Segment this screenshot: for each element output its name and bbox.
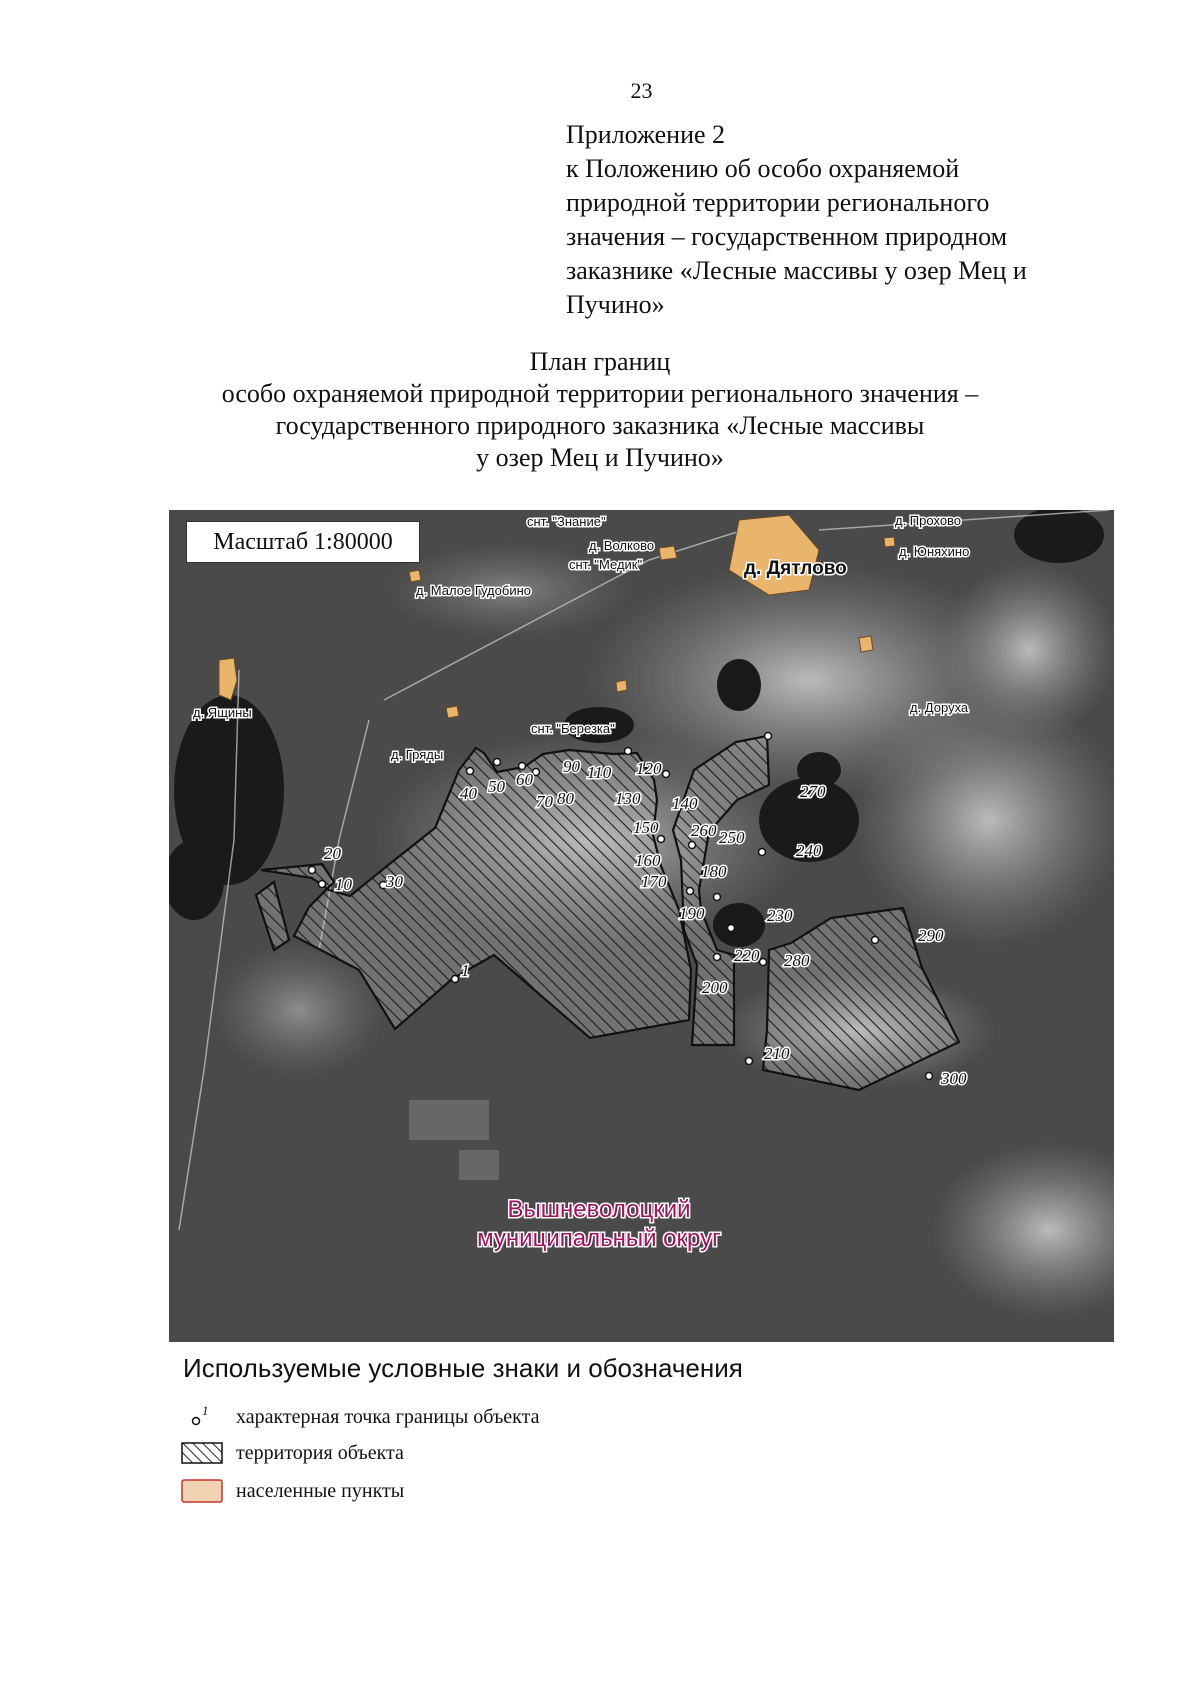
label-dyatlovo: д. Дятлово	[744, 558, 847, 579]
label-volkovo: д. Волково	[589, 538, 655, 553]
label-medik: снт. "Медик"	[569, 557, 643, 572]
label-yunyakhino: д. Юняхино	[899, 544, 970, 559]
appendix-line: к Положению об особо охраняемой	[566, 154, 960, 183]
point-label-290: 290	[918, 926, 944, 945]
point-label-120: 120	[636, 759, 662, 778]
point-label-250: 250	[719, 828, 745, 847]
point-label-180: 180	[701, 862, 727, 881]
point-label-60: 60	[516, 770, 533, 789]
boundary-point-60	[519, 763, 526, 770]
plan-title	[0, 346, 1200, 474]
legend-settlements-label: населенные пункты	[236, 1479, 405, 1502]
point-label-110: 110	[587, 763, 612, 782]
plan-title-line: государственного природного заказника «Лесные массивы	[275, 411, 925, 440]
settlement-doruha	[859, 636, 873, 652]
boundary-point-20	[309, 867, 316, 874]
point-label-160: 160	[635, 851, 661, 870]
point-label-260: 260	[691, 821, 717, 840]
point-label-80: 80	[557, 789, 574, 808]
boundary-point-120	[625, 748, 632, 755]
legend-title: Используемые условные знаки и обозначения	[183, 1353, 743, 1383]
map-scale-box: Масштаб 1:80000	[186, 521, 420, 563]
boundary-point-300	[926, 1073, 933, 1080]
legend-row-territory	[180, 1440, 404, 1466]
label-znanie: снт. "Знание"	[527, 514, 606, 529]
appendix-line: Пучино»	[566, 290, 665, 319]
boundary-point-190	[687, 888, 694, 895]
boundary-point-10	[319, 881, 326, 888]
point-label-70: 70	[536, 792, 553, 811]
settlement-berezka	[616, 680, 627, 692]
label-maloe-gudobino: д. Малое Гудобино	[416, 583, 531, 598]
boundary-point-symbol-icon	[180, 1404, 224, 1430]
boundary-point-140	[663, 771, 670, 778]
point-label-30: 30	[386, 872, 403, 891]
boundary-point-230	[714, 894, 721, 901]
boundary-point-50	[494, 759, 501, 766]
boundary-point-280	[760, 959, 767, 966]
boundary-point-240	[759, 849, 766, 856]
boundary-point-160	[658, 836, 665, 843]
point-label-130: 130	[615, 789, 641, 808]
boundary-point-1	[452, 976, 459, 983]
point-label-10: 10	[335, 875, 352, 894]
point-label-140: 140	[672, 794, 698, 813]
label-prokhovo: д. Прохово	[895, 513, 962, 528]
point-label-190: 190	[679, 904, 705, 923]
appendix-line: значения – государственном природном	[566, 222, 1008, 251]
point-label-220: 220	[734, 946, 760, 965]
boundary-point-220	[728, 925, 735, 932]
label-berezka: снт. "Березка"	[531, 721, 615, 736]
boundary-point-290	[872, 937, 879, 944]
point-label-230: 230	[767, 906, 793, 925]
label-yashchiny: д. Ящины	[193, 705, 252, 720]
point-label-40: 40	[460, 784, 477, 803]
boundary-point-40	[467, 768, 474, 775]
settlement-yunyakhino	[884, 537, 895, 547]
appendix-line: природной территории регионального	[566, 188, 990, 217]
point-label-240: 240	[796, 841, 822, 860]
page-number: 23	[630, 78, 653, 103]
point-label-200: 200	[702, 978, 728, 997]
plan-title-line: у озер Мец и Пучино»	[476, 443, 724, 472]
settlement-swatch-icon	[180, 1478, 224, 1504]
point-label-280: 280	[784, 951, 810, 970]
legend-point-number: 1	[202, 1404, 209, 1418]
point-label-150: 150	[633, 818, 659, 837]
boundary-point-80	[533, 769, 540, 776]
hatch-swatch-icon	[180, 1440, 224, 1466]
legend-territory-label: территория объекта	[236, 1441, 404, 1464]
point-label-50: 50	[488, 777, 505, 796]
point-label-90: 90	[563, 757, 580, 776]
boundary-point-210	[746, 1058, 753, 1065]
legend-point-label: характерная точка границы объекта	[236, 1405, 540, 1428]
settlement-maloe-gudobino	[409, 570, 421, 582]
point-label-170: 170	[641, 872, 667, 891]
appendix-header	[566, 118, 1086, 322]
boundary-point-180	[689, 842, 696, 849]
settlement-gryady	[446, 706, 459, 718]
label-gryady: д. Гряды	[391, 747, 444, 762]
plan-title-line: особо охраняемой природной территории регионального значения –	[221, 379, 979, 408]
appendix-line: заказнике «Лесные массивы у озер Мец и	[566, 256, 1027, 285]
point-label-270: 270	[800, 782, 826, 801]
point-label-20: 20	[324, 844, 341, 863]
boundary-point-200	[714, 954, 721, 961]
legend-row-point	[180, 1404, 540, 1430]
boundary-map	[169, 510, 1114, 1342]
point-label-210: 210	[764, 1044, 790, 1063]
point-label-300: 300	[941, 1069, 967, 1088]
boundary-point-270	[765, 733, 772, 740]
district-label-line1: Вышневолоцкий	[507, 1196, 691, 1223]
legend-row-settlements	[180, 1478, 404, 1504]
settlement-medik	[659, 546, 677, 560]
plan-title-line: План границ	[529, 347, 671, 376]
point-label-1: 1	[461, 961, 470, 980]
appendix-line: Приложение 2	[566, 120, 726, 149]
district-label-line2: муниципальный округ	[477, 1225, 721, 1252]
label-doruha: д. Доруха	[910, 700, 969, 715]
